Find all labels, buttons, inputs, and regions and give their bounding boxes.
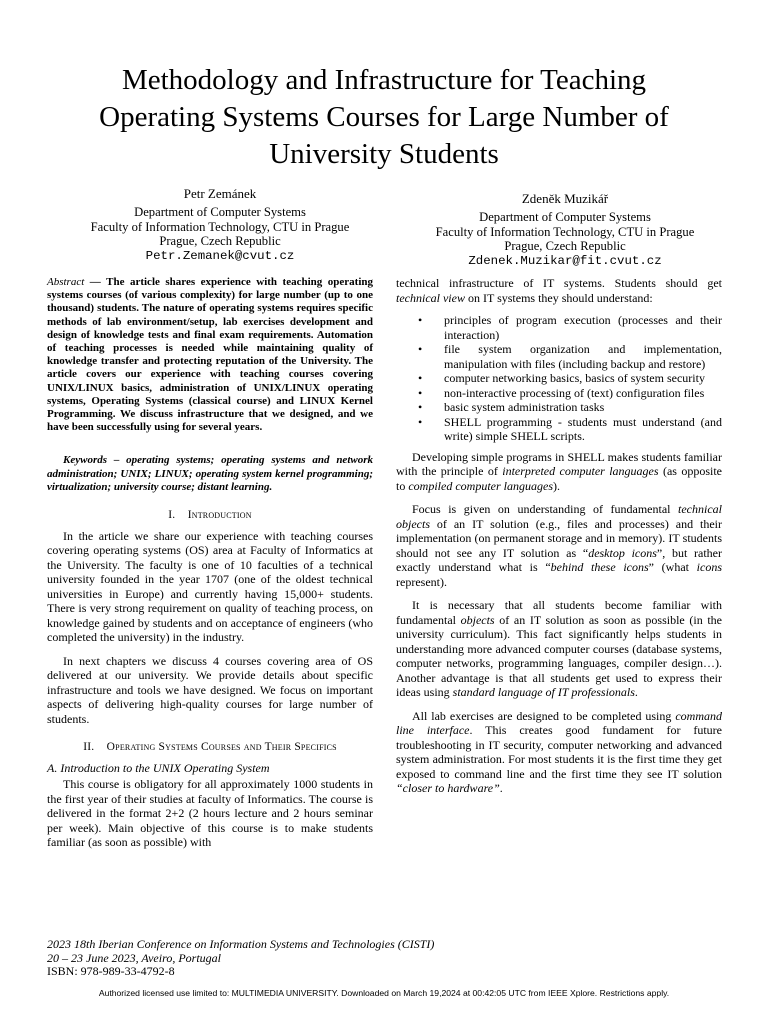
paragraph: [396, 276, 722, 305]
text-run: Focus is given on understanding of fundamental: [412, 502, 679, 516]
text-run: ”, but rather exactly understand what is “: [396, 545, 722, 574]
abstract: [47, 276, 373, 434]
emphasis: standard language of IT professionals: [452, 685, 635, 699]
author-block-2: [410, 190, 720, 268]
section-heading-os-courses: [47, 740, 373, 755]
list-item: • principles of program execution (processes and their interaction): [444, 313, 722, 342]
title-line-1: Methodology and Infrastructure for Teaching: [121, 64, 647, 96]
list-item: • SHELL programming - students must understand (and write) simple SHELL scripts.: [444, 415, 722, 444]
conference-footer: [47, 938, 434, 979]
emphasis: behind these icons: [550, 560, 649, 574]
author-email[interactable]: Zdenek.Muzikar@fit.cvut.cz: [468, 253, 662, 268]
author-dept: Department of Computer Systems: [134, 205, 306, 219]
list-item: • computer networking basics, basics of system security: [444, 371, 722, 386]
text-run: (as opposite to: [396, 464, 723, 493]
text-run: .: [499, 781, 503, 795]
abstract-text: The article shares experience with teaching operating systems courses (of various complexity) for large number (up to one thousand) students. The nature of operating systems requires specific methods of lab environment/setup, lab exercises development and design of knowledge tests and final exam requirements. Automation of teaching processes is needed while maintaining quality of knowledge transfer and protecting reputation of the University. The article covers our experience with teaching courses covering UNIX/LINUX basics, administration of UNIX/LINUX operating systems, Operating Systems (classical course) and LINUX Kernel Programming. We discuss infrastructure that we designed, and we have been successfully using for several years.: [47, 276, 373, 434]
author-block-1: [55, 185, 385, 263]
paper-title: [40, 62, 728, 173]
emphasis: technical objects: [396, 502, 722, 531]
text-run: ” (what: [648, 560, 697, 574]
author-city: Prague, Czech Republic: [159, 234, 281, 248]
keywords: Keywords – operating systems; operating systems and network administration; UNIX; LINUX; operating system kernel programming; virtualization; university course; distant learning.: [47, 454, 373, 493]
author-email[interactable]: Petr.Zemanek@cvut.cz: [145, 248, 295, 263]
paragraph: In next chapters we discuss 4 courses covering area of OS delivered at our university. We provide details about specific infrastructure and tools we have designed. We focus on important aspects of delivering high-quality courses for large number of students.: [47, 653, 373, 726]
author-dept: Department of Computer Systems: [479, 210, 651, 224]
paragraph: This course is obligatory for all approximately 1000 students in the first year of their studies at faculty of Informatics. The course is delivered in the format 2+2 (2 hours lecture and 2 hours seminar per week). Main objective of this course is to make students familiar (as soon as possible) with: [47, 777, 373, 850]
paragraph: [396, 502, 722, 589]
text-run: .: [634, 685, 638, 699]
author-name: Zdeněk Muzikář: [521, 191, 609, 206]
paragraph: [396, 450, 722, 494]
section-title: Operating Systems Courses and Their Specifics: [106, 741, 337, 754]
text-run: on IT systems they should understand:: [464, 290, 653, 305]
paragraph: In the article we share our experience with teaching courses covering operating systems (OS) area at Faculty of Informatics at the University. The faculty is one of 10 faculties of a technical university founded in the year 1707 (one of the oldest technical universities in Europe) and currently having 15,000+ students. There is very strong requirement on quality of teaching process, on knowledge gained by students and on acceptance of engineers (who completed the university) in the industry.: [47, 528, 373, 645]
emphasis: compiled computer languages: [408, 478, 553, 493]
right-column: [396, 276, 722, 796]
emphasis: icons: [696, 560, 722, 574]
emphasis: interpreted computer languages: [502, 464, 659, 478]
text-run: It is necessary that all students become familiar with fundamental: [396, 598, 722, 627]
section-title: Introduction: [187, 509, 252, 522]
section-heading-introduction: [47, 508, 373, 523]
title-line-2: Operating Systems Courses for Large Number of: [99, 101, 669, 133]
text-run: . This creates good fundament for future troubleshooting in IT security, computer networking and advanced system administration. For most students it is the first time they get exposed to command line and the first time they see IT solution: [396, 723, 722, 781]
list-item: • file system organization and implementation, manipulation with files (including backup and restore): [444, 342, 722, 371]
subsection-heading: A. Introduction to the UNIX Operating System: [47, 760, 270, 775]
emphasis: objects: [460, 612, 495, 627]
abstract-dash: —: [84, 276, 107, 288]
emphasis: technical view: [396, 290, 465, 305]
conference-name: 2023 18th Iberian Conference on Information Systems and Technologies (CISTI): [47, 937, 435, 951]
abstract-label: Abstract: [47, 276, 85, 288]
text-run: of an IT solution (e.g., files and processes) and their implementation (on permanent storage and in memory). IT students should not see any IT solution as “: [396, 516, 722, 560]
emphasis: desktop icons: [588, 545, 657, 560]
paragraph: [396, 709, 722, 796]
section-number: II.: [83, 741, 95, 754]
isbn: ISBN: 978-989-33-4792-8: [47, 964, 175, 978]
license-notice: Authorized licensed use limited to: MULTIMEDIA UNIVERSITY. Downloaded on March 19,2024 at 00:42:05 UTC from IEEE Xplore. Restrictions apply.: [98, 988, 670, 998]
author-faculty: Faculty of Information Technology, CTU in Prague: [435, 224, 695, 239]
emphasis: command line interface: [396, 708, 722, 737]
text-run: All lab exercises are designed to be completed using: [412, 708, 676, 723]
section-number: I.: [168, 509, 176, 522]
author-city: Prague, Czech Republic: [504, 239, 626, 253]
paragraph: [396, 598, 722, 700]
list-item: • basic system administration tasks: [444, 400, 722, 415]
text-run: of an IT solution as soon as possible (in the university curriculum). This fact significantly helps students in understanding more advanced computer courses (database systems, computer networks, programming languages, compiler design…). Another advantage is that all students get used to express their ideas using: [396, 612, 722, 699]
list-item: • non-interactive processing of (text) configuration files: [444, 386, 722, 401]
text-run: ).: [552, 478, 560, 493]
title-line-3: University Students: [269, 138, 499, 170]
author-name: Petr Zemánek: [183, 186, 257, 201]
author-faculty: Faculty of Information Technology, CTU in Prague: [90, 219, 350, 234]
left-column: [47, 276, 373, 850]
text-run: Developing simple programs in SHELL makes students familiar with the principle of: [396, 449, 722, 478]
bullet-list: [396, 313, 722, 444]
text-run: technical infrastructure of IT systems. Students should get: [396, 276, 722, 290]
emphasis: “closer to hardware”: [396, 781, 500, 795]
text-run: represent).: [396, 574, 447, 589]
conference-date-place: 20 – 23 June 2023, Aveiro, Portugal: [47, 950, 221, 965]
